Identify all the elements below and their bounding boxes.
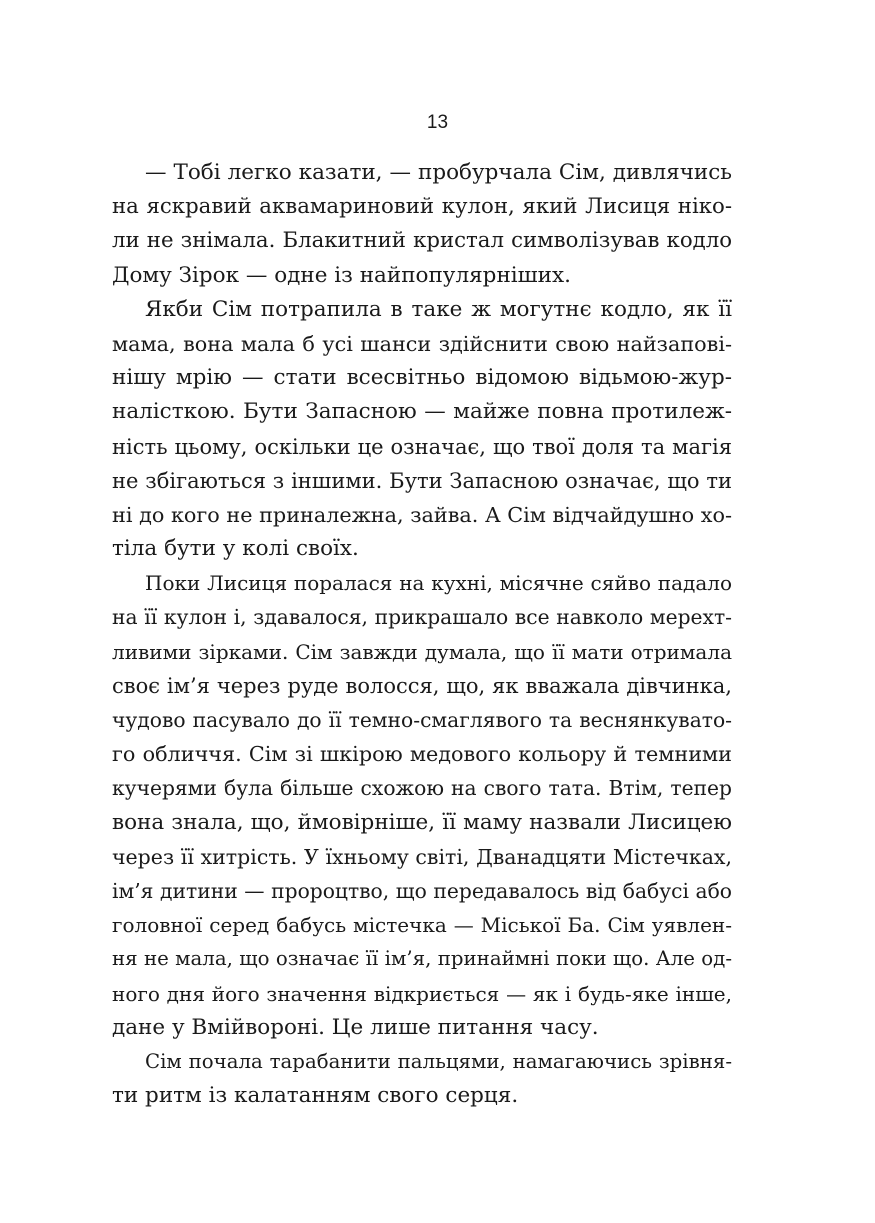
text-line: дане у Вмійвороні. Це лише питання часу. bbox=[112, 1014, 599, 1040]
text-line: не збігаються з іншими. Бути Запасною означає, що ти bbox=[112, 468, 732, 493]
text-line: Сім почала тарабанити пальцями, намагаючись зрівня- bbox=[145, 1049, 732, 1073]
body-text bbox=[112, 156, 732, 1113]
text-line: своє ім’я через руде волосся, що, як вважала дівчинка, bbox=[112, 673, 732, 698]
text-line: тіла бути у колі своїх. bbox=[112, 536, 359, 562]
text-line: ність цьому, оскільки це означає, що твої доля та магія bbox=[112, 434, 732, 459]
text-line: нішу мрію — стати всесвітньо відомою відьмою-жур- bbox=[112, 365, 732, 391]
text-line: чудово пасувало до її темно-смаглявого та веснянкувато- bbox=[112, 708, 732, 732]
text-line: головної серед бабусь містечка — Міської Ба. Сім уявлен- bbox=[112, 913, 732, 938]
text-line: ного дня його значення відкриється — як і будь-яке інше, bbox=[112, 981, 732, 1006]
text-line: через її хитрість. У їхньому світі, Дванадцяти Містечках, bbox=[112, 844, 732, 869]
text-line: Дому Зірок — одне із найпопулярніших. bbox=[112, 262, 571, 288]
text-line: го обличчя. Сім зі шкірою медового кольору й темними bbox=[112, 742, 732, 767]
text-line: ли не знімала. Блакитний кристал символізував кодло bbox=[112, 228, 732, 254]
text-line: мама, вона мала б усі шанси здійснити свою найзапові- bbox=[112, 331, 732, 356]
text-line: ім’я дитини — пророцтво, що передавалось від бабусі або bbox=[112, 878, 732, 903]
text-line: ливими зірками. Сім завжди думала, що її мати отримала bbox=[112, 639, 732, 664]
text-line: ти ритм із калатанням свого серця. bbox=[112, 1083, 519, 1109]
text-line: Якби Сім потрапила в таке ж могутнє кодло, як її bbox=[145, 296, 732, 322]
text-line: Поки Лисиця поралася на кухні, місячне сяйво падало bbox=[145, 571, 732, 596]
text-line: вона знала, що, ймовірніше, її маму назвали Лисицею bbox=[112, 809, 732, 835]
text-line: — Тобі легко казати, — пробурчала Сім, дивлячись bbox=[145, 160, 732, 185]
text-line: налісткою. Бути Запасною — майже повна протилеж- bbox=[112, 399, 732, 425]
text-line: на її кулон і, здавалося, прикрашало все навколо мерехт- bbox=[112, 605, 732, 630]
text-line: ні до кого не приналежна, зайва. А Сім відчайдушно хо- bbox=[112, 502, 732, 527]
text-line: ня не мала, що означає її ім’я, принаймні поки що. Але од- bbox=[112, 947, 732, 971]
page-number: 13 bbox=[426, 112, 449, 133]
text-line: на яскравий аквамариновий кулон, який Лисиця ніко- bbox=[112, 194, 732, 220]
text-line: кучерями була більше схожою на свого тата. Втім, тепер bbox=[112, 776, 732, 801]
